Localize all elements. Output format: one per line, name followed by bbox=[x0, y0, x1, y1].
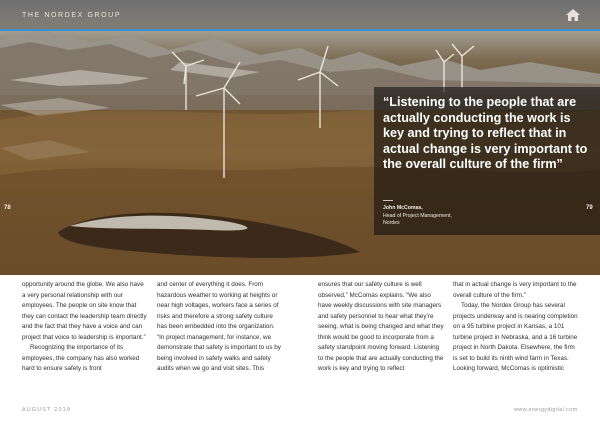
paragraph: opportunity around the globe. We also have a very personal relationship with our employees. The people on site know that they can contact the leadership team directly and the fact that they have a voice and can project that voice to leadership is important.” bbox=[22, 281, 147, 341]
home-icon[interactable] bbox=[565, 8, 581, 22]
body-column-1 bbox=[22, 280, 148, 375]
footer-url[interactable]: www.energydigital.com bbox=[514, 407, 578, 413]
quote-divider bbox=[383, 200, 393, 201]
body-column-2 bbox=[157, 280, 283, 375]
brand-title: THE NORDEX GROUP bbox=[22, 12, 122, 19]
attribution-role: Head of Project Management, bbox=[383, 212, 452, 219]
paragraph: Today, the Nordex Group has several projects underway and is nearing completion on a 95 turbine project in Kansas, a 101 turbine project in Nebraska, and a 16 turbine project in North Dakota. Elsewhere, the firm is set to build its ninth wind farm in Texas. Looking forward, McComas is optimistic bbox=[453, 302, 578, 372]
quote-attribution bbox=[383, 205, 452, 228]
paragraph: and center of everything it does. From hazardous weather to working at heights or near high voltages, workers face a series of risks and therefore a strong safety culture has been embedded into the organization. “In project management, for instance, we demonstrate that safety is important to us by being involved in safety walks and safety audits when we go and visit sites. This bbox=[157, 281, 281, 372]
body-column-4 bbox=[453, 280, 579, 375]
page-number-left: 78 bbox=[4, 205, 11, 211]
paragraph: that in actual change is very important to the overall culture of the firm.” bbox=[453, 281, 577, 299]
attribution-name: John McComas, bbox=[383, 205, 423, 211]
paragraph: Recognizing the importance of its employees, the company has also worked hard to ensure safety is front bbox=[22, 344, 140, 372]
accent-line bbox=[0, 29, 600, 31]
page-number-right: 79 bbox=[586, 205, 593, 211]
body-column-3 bbox=[318, 280, 444, 375]
attribution-company: Nordex bbox=[383, 220, 400, 227]
pull-quote-text: “Listening to the people that are actually conducting the work is key and trying to reflect that in actual change is very important to the overall culture of the firm” bbox=[383, 95, 588, 172]
footer-date: AUGUST 2019 bbox=[22, 407, 72, 413]
paragraph: ensures that our safety culture is well observed,” McComas explains. “We also have weekly discussions with site managers and safety personnel to hear what they’re seeing, what is being changed and what they think would be good to incorporate from a safety standpoint moving forward. Listening to the people that are actually conducting the work is key and trying to reflect bbox=[318, 281, 444, 372]
